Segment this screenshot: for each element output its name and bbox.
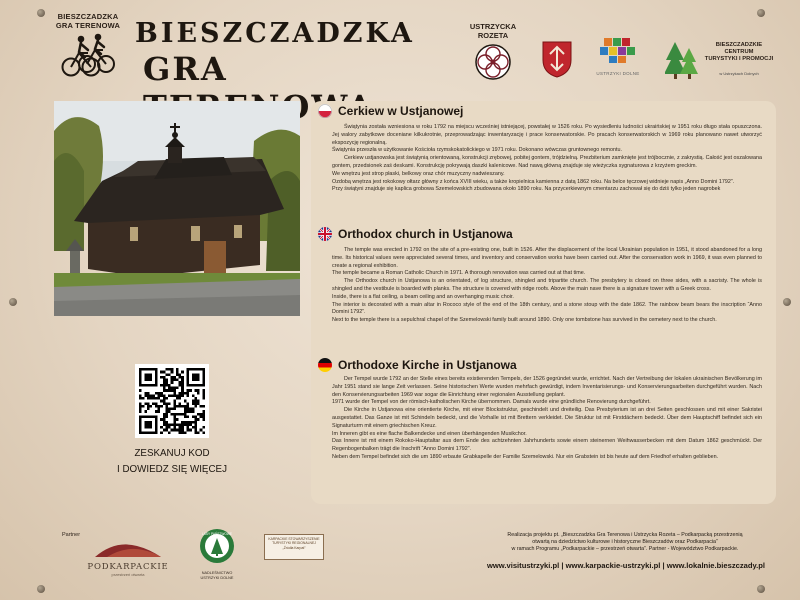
game-logo-line1: BIESZCZADZKA [57, 12, 119, 21]
zrodla-line2: TURYSTYKI REGIONALNEJ [272, 541, 316, 546]
board-screw [37, 9, 45, 17]
section-de-p3: Die Kirche in Ustjanowa eine orientierte Kirche, mit einer Blockstruktur, geschindelt und dreiteilig. Das Presbyterium ist an drei Seiten geschlossen und mit einer Sakristei ausgestattet. Das Ganze ist mit Schindeln bedeckt, und die Vorhalle ist mit Brettern verkleidet. Die Struktur ist mit Firstdächern bedeckt. Über dem Hauptschiff befindet sich ein Signaturturm mit einem griechischen Kreuz. [332, 407, 762, 429]
project-line1: Realizacja projektu pt. „Bieszczadzka Gra Terenowa i Ustrzycka Rozeta – Podkarpacką przestrzenią [507, 532, 743, 538]
section-pl-p6: Przy świątyni znajduje się kaplica grobowa Szemelowskich zbudowana około 1890 roku. Na przycerkiewnym cmentarzu zachował się do dziś tylko jeden nagrobek [332, 186, 721, 193]
ustrzyki-caption: USTRZYKI DOLNE [596, 71, 640, 76]
lasy-line1: NADLEŚNICTWO [201, 571, 233, 575]
section-pl-p4: We wnętrzu jest strop płaski, belkowy oraz chór muzyczny nadwieszany. [332, 170, 505, 177]
podkarpackie-name: PODKARPACKIE [87, 562, 169, 572]
route-logo-line2: ROZETA [477, 31, 509, 40]
section-pl-title: Cerkiew w Ustjanowej [338, 104, 464, 118]
ustrzyki-mosaic-icon [598, 36, 638, 64]
uk-flag-icon [318, 227, 332, 241]
zrodla-line3: „Źródła Karpat” [282, 545, 306, 550]
section-en-p2: The temple became a Roman Catholic Church in 1971. A thorough renovation was carried out at that time. [332, 270, 586, 277]
cyclists-icon [61, 33, 115, 79]
centrum-sub: w Ustrzykach Dolnych [719, 71, 759, 76]
podkarpackie-hills-icon [93, 538, 163, 558]
germany-flag-icon [318, 358, 332, 372]
centrum-line1: BIESZCZADZKIE [715, 42, 763, 48]
lasy-panstwowe-logo [196, 528, 238, 580]
project-line3: w ramach Programu „Podkarpackie – przestrzeń otwarta”. Partner - Województwo Podkarpackie. [511, 546, 739, 552]
lasy-panstwowe-icon [199, 528, 235, 564]
section-pl-p1: Świątynia została wzniesiona w roku 1792 na miejscu wcześniej istniejącej, powstałej w 1526 roku. Po wysiedleniu ludności ukraińskiej w 1951 roku długo stała opuszczona. Jej walory zabytkowe doceniane kilkukrotnie, przeprowadzając inwentaryzację i prace konserwatorskie. Po pracach konserwatorskich w 1969 roku planowano nawet utworzyć ekspozycję regionalną. [332, 124, 762, 146]
game-logo-line2: GRA TERENOWA [55, 21, 121, 30]
section-en-p1: The temple was erected in 1792 on the site of a pre-existing one, built in 1526. After the displacement of the local Ukrainian population in 1951, it stood abandoned for a long time. Its historical values were appreciated several times, and inventory and conservation works have been carried out. After the conservation work in 1969, it was even planned to create a regional exhibition. [332, 247, 762, 269]
qr-caption [110, 446, 234, 478]
project-line2: otwartą na dziedzictwo kulturowe i historyczne Bieszczadów oraz Podkarpacia” [532, 539, 718, 545]
podkarpackie-slogan: przestrzeń otwarta [111, 572, 145, 577]
rosette-icon [474, 43, 512, 81]
section-pl-p5: Ozdobą wnętrza jest rokokowy ołtarz główny z końca XVIII wieku, a także kropielnica kamienna z datą 1862 roku. Na belce tęczowej widnieje napis „Anno Domini 1792”. [332, 178, 735, 185]
section-de-p2: 1971 wurde der Tempel von der römisch-katholischen Kirche übernommen. Damals wurde eine gründliche Renovierung durchgeführt. [332, 399, 651, 406]
section-en-body [332, 247, 762, 325]
centrum-line3: TURYSTYKI I PROMOCJI [704, 56, 774, 62]
game-logo [50, 12, 126, 92]
lasy-line2: USTRZYKI DOLNE [200, 575, 234, 580]
board-screw [757, 9, 765, 17]
qr-caption-line2: I DOWIEDZ SIĘ WIĘCEJ [117, 464, 227, 475]
podkarpackie-logo [82, 538, 174, 578]
section-en-heading [318, 227, 513, 241]
section-en-title: Orthodox church in Ustjanowa [338, 227, 513, 241]
page-title [135, 18, 455, 88]
partner-label: Partner [62, 532, 81, 538]
link-visitustrzyki[interactable]: www.visitustrzyki.pl [486, 561, 560, 570]
section-de-body [332, 376, 762, 462]
poland-flag-icon [318, 104, 332, 118]
board-screw [37, 585, 45, 593]
section-de-p1: Der Tempel wurde 1792 an der Stelle eines bereits existierenden Tempels, der 1526 gegründet wurde, errichtet. Nach der Vertreibung der lokalen ukrainischen Bevölkerung im Jahr 1951 stand sie lange Zeit verlassen. Seine historischen Werte wurden mehrfach gewürdigt, indem Inventarisierungs- und Konservierungsarbeiten durchgeführt wurden. Nach den Konservierungsarbeiten 1969 war sogar die Einrichtung einer regionalen Ausstellung geplant. [332, 376, 762, 398]
title-line1: BIESZCZADZKA [135, 18, 415, 49]
section-de-p4: Im Inneren gibt es eine flache Balkendecke und einen überhängenden Musikchor. [332, 430, 527, 437]
section-en-p5: The interior is decorated with a main altar in Rococo style of the end of the 18th century, and a stone stoup with the date 1862. The rainbow beam bears the inscription “Anno Domini 1792”. [332, 301, 762, 316]
section-pl-body [332, 124, 762, 194]
section-en-p3: The Orthodox church in Ustjanowa is an orientated, of log structure, shingled and tripartite church. The presbytery is closed on three sides, with a sacristy. The whole is shingled and the vestibule is boarded with planks. The structure is covered with ridge roofs. Above the main nave there is a signature tower with a Greek cross. [332, 278, 762, 292]
section-pl-p2: Świątynia przeszła w użytkowanie Kościoła rzymskokatolickiego w 1971 roku. Dokonano wówczas gruntownego remontu. [332, 147, 623, 154]
section-pl-heading [318, 104, 463, 118]
qr-caption-line1: ZESKANUJ KOD [134, 448, 210, 459]
coat-of-arms-icon [541, 40, 573, 78]
section-de-heading [318, 358, 517, 372]
zrodla-line1: KARPACKIE STOWARZYSZENIE [268, 537, 320, 541]
section-de-title: Orthodoxe Kirche in Ustjanowa [338, 358, 517, 372]
link-separator: | [662, 561, 665, 570]
board-screw [783, 298, 791, 306]
section-de-p5: Das Innere ist mit einem Rokoko-Hauptaltar aus dem Ende des achtzehnten Jahrhunderts sowie einem steinernen Weihwasserbecken mit dem Datum 1862 geschmückt. Der Regenbogenbalken trägt die Inschrift “Anno Domini 1792”. [332, 438, 762, 453]
zrodla-karpat-logo [264, 534, 324, 560]
centrum-line2: CENTRUM [724, 49, 754, 55]
link-karpackie[interactable]: www.karpackie-ustrzyki.pl [565, 561, 661, 570]
lasy-badge-text: LASY PAŃSTWOWE [202, 532, 232, 536]
section-de-p6: Neben dem Tempel befindet sich die um 1890 erbaute Grabkapelle der Familie Szemelowski. Nur ein Grabstein ist bis heute auf dem Friedhof erhalten geblieben. [332, 453, 719, 460]
project-info [472, 532, 778, 553]
title-line2: GRA [143, 50, 228, 88]
route-logo-line1: USTRZYCKA [469, 22, 517, 31]
centrum-logo [665, 40, 777, 80]
link-separator: | [561, 561, 564, 570]
qr-code[interactable] [135, 364, 209, 438]
qr-code-icon [139, 368, 205, 434]
ustrzyki-logo [594, 36, 642, 76]
section-en-p6: Next to the temple there is a sepulchral chapel of the Szemelowski family built around 1890. Only one tombstone has survived in the cemetery next to the church. [332, 317, 717, 324]
section-en-p4: Inside, there is a flat ceiling, a beam ceiling and an overhanging music choir. [332, 293, 514, 300]
board-screw [9, 298, 17, 306]
church-photo [54, 101, 300, 316]
fir-trees-icon [665, 40, 699, 80]
route-logo [463, 22, 523, 81]
link-lokalnie[interactable]: www.lokalnie.bieszczady.pl [666, 561, 766, 570]
board-screw [757, 585, 765, 593]
footer-links [473, 561, 779, 570]
section-pl-p3: Cerkiew ustjanowska jest świątynią orientowaną, konstrukcji zrębowej, pobitej gontem, trójdzielną. Prezbiterium zamknięte jest trójbocznie, z zakrystią. Całość jest oszalowana gontem, przedsionek zaś deskami. Konstrukcję pokrywają daszki kalenicowe. Nad nawą główną znajduje się wieżyczka sygnaturowa z krzyżem greckim. [332, 155, 762, 169]
